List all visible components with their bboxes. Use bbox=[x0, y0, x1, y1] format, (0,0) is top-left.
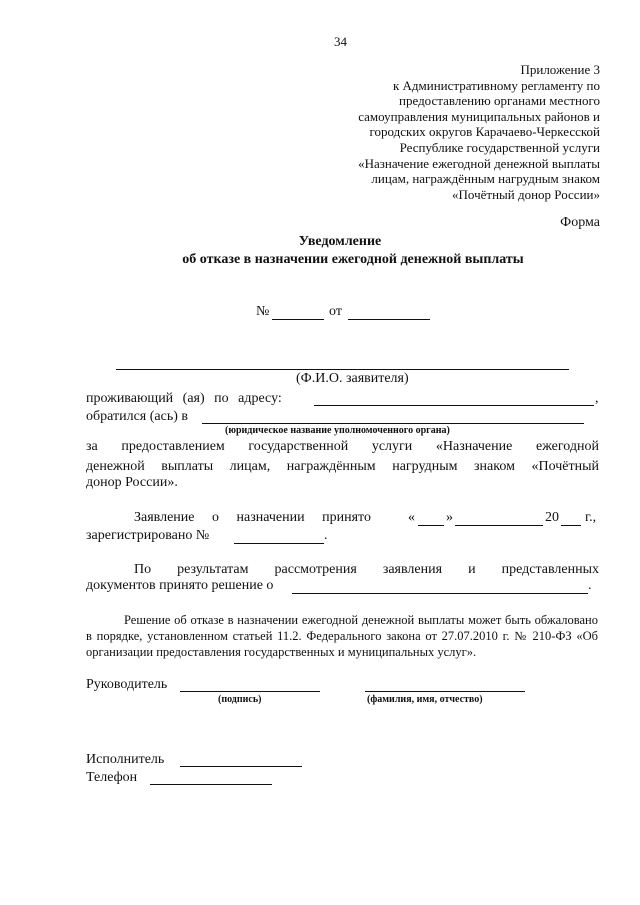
name-caption: (фамилия, имя, отчество) bbox=[367, 694, 483, 705]
applicant-name-field[interactable] bbox=[116, 369, 569, 370]
service-line-3: донор России». bbox=[86, 475, 178, 490]
appendix-line: городских округов Карачаево-Черкесской bbox=[369, 124, 600, 140]
statement-label: Заявление о назначении принято bbox=[134, 510, 371, 525]
result-line-1: По результатам рассмотрения заявления и представленных bbox=[134, 562, 599, 577]
phone-label: Телефон bbox=[86, 770, 138, 785]
registered-label: зарегистрировано № bbox=[86, 528, 210, 543]
date-label: от bbox=[329, 304, 342, 319]
number-sign: № bbox=[256, 304, 270, 319]
date-field[interactable] bbox=[348, 319, 430, 320]
decision-field[interactable] bbox=[292, 593, 588, 594]
year-prefix: 20 bbox=[545, 510, 559, 525]
document-subtitle: об отказе в назначении ежегодной денежной выплаты bbox=[182, 252, 524, 267]
appendix-line: «Назначение ежегодной денежной выплаты bbox=[358, 155, 600, 171]
head-name-field[interactable] bbox=[365, 691, 525, 692]
appendix-line: предоставлению органами местного bbox=[399, 93, 600, 109]
registration-number-field[interactable] bbox=[234, 543, 324, 544]
appendix-line: самоуправления муниципальных районов и bbox=[358, 108, 600, 124]
registered-end: . bbox=[324, 528, 328, 543]
appendix-line: к Административному регламенту по bbox=[392, 77, 600, 93]
service-line-2: денежной выплаты лицам, награждённым нагрудным знаком «Почётный bbox=[86, 459, 599, 474]
appendix-line: «Почётный донор России» bbox=[452, 186, 600, 202]
quote-open: « bbox=[408, 510, 415, 525]
appendix-block bbox=[358, 62, 600, 202]
appendix-line: Приложение 3 bbox=[520, 62, 600, 77]
address-comma: , bbox=[595, 391, 599, 406]
day-field[interactable] bbox=[418, 525, 444, 526]
result-line-2: документов принято решение о bbox=[86, 578, 274, 593]
month-field[interactable] bbox=[455, 525, 543, 526]
quote-close: » bbox=[446, 510, 453, 525]
appendix-line: Республике государственной услуги bbox=[399, 139, 600, 155]
phone-field[interactable] bbox=[150, 784, 272, 785]
page-number: 34 bbox=[334, 34, 347, 49]
number-field[interactable] bbox=[272, 319, 324, 320]
executor-field[interactable] bbox=[180, 766, 302, 767]
authority-caption: (юридическое название уполномоченного органа) bbox=[225, 425, 450, 436]
appeal-paragraph: Решение об отказе в назначении ежегодной денежной выплаты может быть обжаловано в порядке, установленном статьей 11.2. Федерального закона от 27.07.2010 г. № 210-ФЗ «Об организации предоставления государственных и муниципальных услуг». bbox=[86, 613, 598, 659]
signature-caption: (подпись) bbox=[218, 694, 262, 705]
authority-field[interactable] bbox=[202, 423, 584, 424]
year-suffix: г., bbox=[585, 510, 597, 525]
address-field[interactable] bbox=[314, 405, 594, 406]
applied-label: обратился (ась) в bbox=[86, 409, 188, 424]
result-end: . bbox=[588, 578, 592, 593]
applicant-caption: (Ф.И.О. заявителя) bbox=[296, 371, 409, 386]
document-title: Уведомление bbox=[298, 234, 382, 249]
head-label: Руководитель bbox=[86, 677, 168, 692]
address-label: проживающий (ая) по адресу: bbox=[86, 391, 282, 406]
year-field[interactable] bbox=[561, 525, 581, 526]
form-label: Форма bbox=[560, 215, 600, 230]
service-line-1: за предоставлением государственной услуги «Назначение ежегодной bbox=[86, 439, 599, 454]
appendix-line: лицам, награждённым нагрудным знаком bbox=[371, 171, 600, 187]
head-signature-field[interactable] bbox=[180, 691, 320, 692]
executor-label: Исполнитель bbox=[86, 752, 165, 767]
